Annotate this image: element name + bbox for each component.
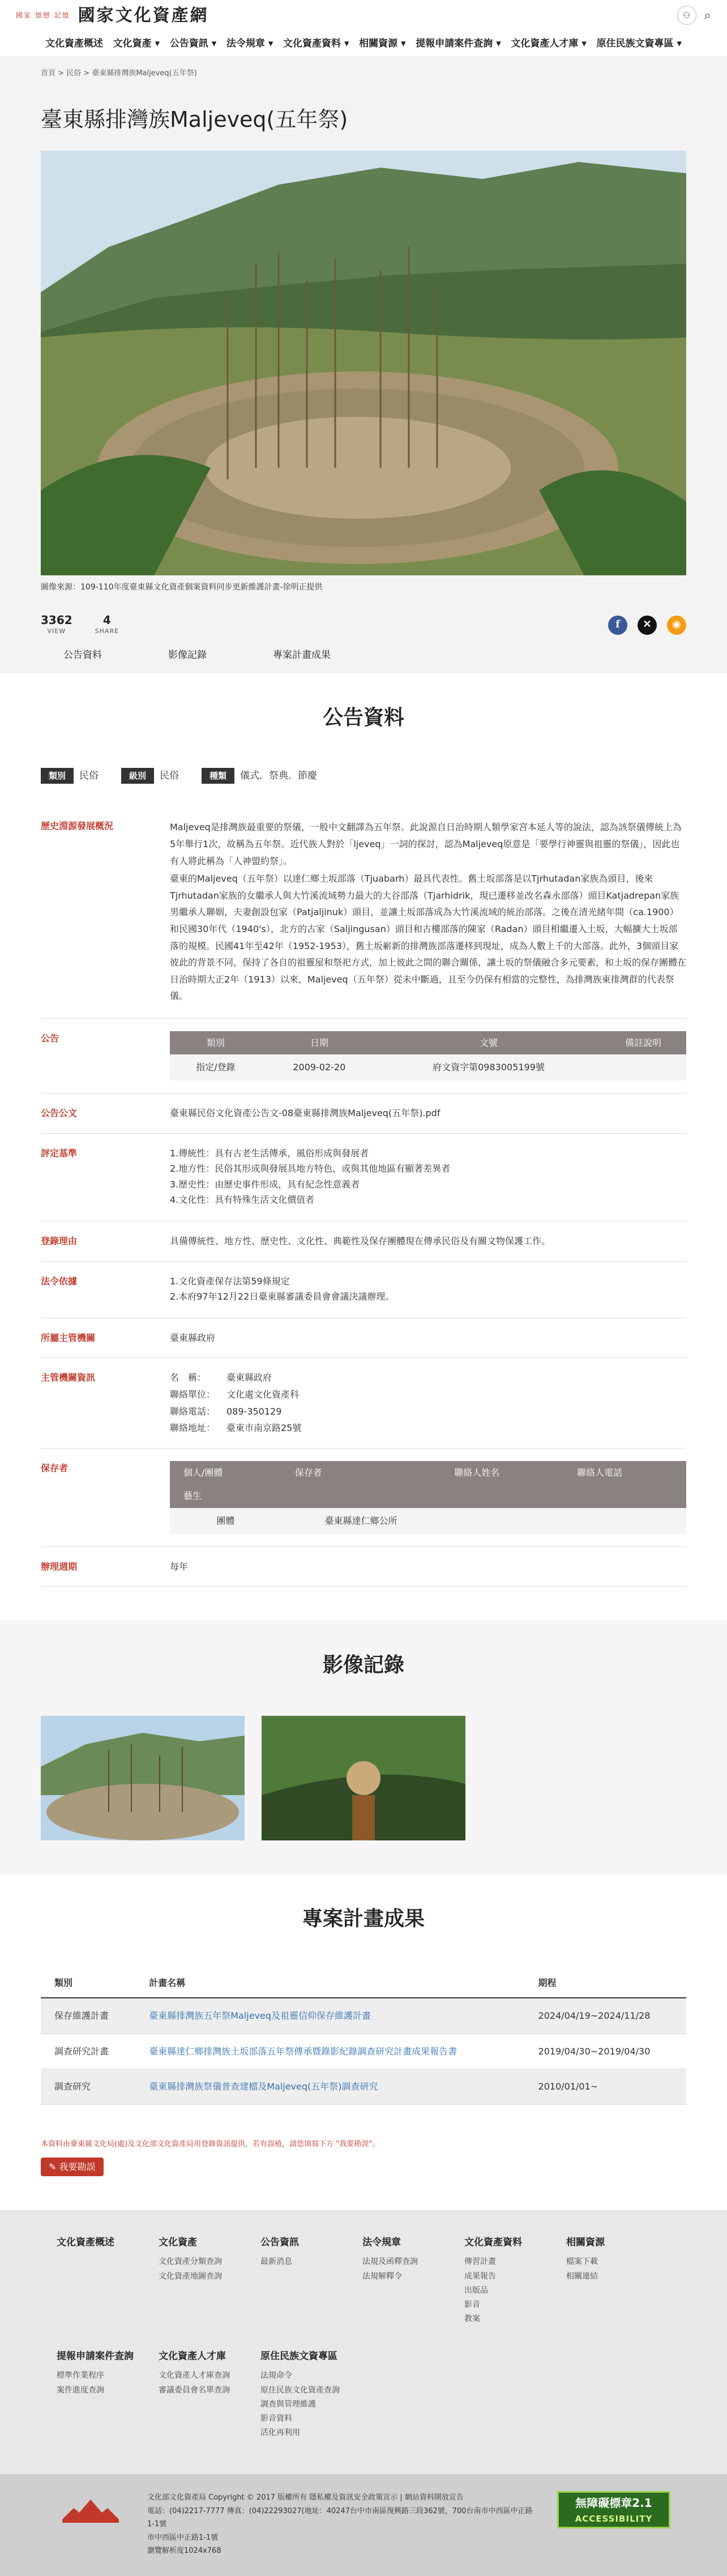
table-row xyxy=(41,2069,686,2105)
table-header: 聯絡人電話 xyxy=(563,1461,686,1485)
view-count xyxy=(41,614,72,636)
table-cell: 保存維護計畫 xyxy=(41,1998,135,2034)
footer-link[interactable]: 影音資料 xyxy=(260,2414,292,2423)
logo-mark xyxy=(16,10,70,21)
announcement-section xyxy=(0,673,727,1621)
keeper-row xyxy=(41,1449,686,1547)
table-cell xyxy=(600,1054,686,1080)
table-row xyxy=(170,1508,686,1534)
search-icon[interactable]: ⌕ xyxy=(704,8,711,23)
authority-row xyxy=(41,1318,686,1359)
tag-value: 民俗 xyxy=(79,770,99,781)
section-title: 專案計畫成果 xyxy=(302,1907,425,1930)
breadcrumb[interactable]: 首頁 > 民俗 > 臺東縣排灣族Maljeveq(五年祭) xyxy=(41,69,197,78)
footer-link[interactable]: 文化資產地圖查詢 xyxy=(159,2271,222,2281)
plan-link[interactable]: 臺東縣排灣族祭儀普查建檔及Maljeveq(五年祭)調查研究 xyxy=(135,2069,524,2105)
footer-heading[interactable]: 原住民族文資專區 xyxy=(260,2351,337,2363)
table-cell: 調查研究計畫 xyxy=(41,2034,135,2069)
footer-link[interactable]: 教案 xyxy=(464,2314,480,2324)
law-item: 2.本府97年12月22日臺東縣審議委員會會議決議辦理。 xyxy=(170,1291,395,1302)
hero-image xyxy=(41,151,686,575)
history-row xyxy=(41,806,686,1019)
table-header: 計畫名稱 xyxy=(135,1969,524,1998)
footer-contact: 電話：(04)2217-7777 傳真：(04)22293027(地址：40247台中市南區復興路三段362號，700台南市中西區中正路1-1號 xyxy=(147,2506,533,2529)
share-count xyxy=(95,614,119,636)
sitemap-icon[interactable]: ⚇ xyxy=(677,6,696,25)
footer-column xyxy=(362,2235,464,2326)
tag-key: 類別 xyxy=(41,768,74,784)
row-label: 法令依據 xyxy=(41,1275,78,1287)
a11y-subtitle: ACCESSIBILITY xyxy=(575,2514,653,2524)
footer-column xyxy=(260,2349,362,2440)
criteria-row xyxy=(41,1134,686,1221)
cycle-row xyxy=(41,1547,686,1587)
table-header: 文號 xyxy=(377,1031,600,1055)
row-label: 辦理週期 xyxy=(41,1561,78,1572)
table-header: 保存者 xyxy=(281,1461,441,1485)
info-value: 臺東市南京路25號 xyxy=(226,1422,302,1434)
footer-copyright: 文化部文化資產局 Copyright © 2017 版權所有 隱私權及資訊安全政策宣示 | 網站資料開放宣告 xyxy=(147,2493,464,2502)
table-cell: 府文資字第0983005199號 xyxy=(377,1054,600,1080)
footer-link[interactable]: 檔案下載 xyxy=(566,2257,598,2267)
footer-link[interactable]: 成果報告 xyxy=(464,2271,496,2281)
table-cell xyxy=(563,1508,686,1534)
share-count-label: SHARE xyxy=(95,627,119,635)
row-label: 公告 xyxy=(41,1032,59,1044)
table-header: 類別 xyxy=(41,1969,135,1998)
table-header: 類別 xyxy=(170,1031,262,1055)
category-tag xyxy=(41,768,99,784)
footer-column xyxy=(159,2235,260,2326)
table-cell: 指定/登錄 xyxy=(170,1054,262,1080)
rss-icon[interactable]: ◉ xyxy=(667,616,686,635)
table-header: 個人/團體 xyxy=(170,1461,281,1485)
footer-column xyxy=(159,2349,260,2440)
table-header: 聯絡人姓名 xyxy=(441,1461,563,1485)
footer-link[interactable]: 原住民族文化資產查詢 xyxy=(260,2385,340,2395)
footer-link[interactable]: 文化資產人才庫查詢 xyxy=(159,2371,230,2381)
images-section xyxy=(0,1621,727,1874)
table-cell: 2009-02-20 xyxy=(262,1054,377,1080)
row-label: 所屬主管機關 xyxy=(41,1332,96,1343)
footer-logo xyxy=(57,2491,125,2531)
table-cell: 臺東縣達仁鄉公所 xyxy=(281,1508,441,1534)
footer-link[interactable]: 相關連結 xyxy=(566,2271,598,2281)
reason-row xyxy=(41,1221,686,1262)
nav-item-data[interactable]: 文化資產資料 ▾ xyxy=(283,37,349,49)
level-tag xyxy=(121,768,179,784)
page-title: 臺東縣排灣族Maljeveq(五年祭) xyxy=(41,106,348,132)
footer-link[interactable]: 法規命令 xyxy=(260,2371,292,2381)
photo-thumbnail[interactable] xyxy=(262,1716,465,1840)
row-label: 公告公文 xyxy=(41,1108,78,1119)
nav-item-indigenous[interactable]: 原住民族文資專區 ▾ xyxy=(596,37,682,49)
footer-bottom xyxy=(0,2474,727,2576)
tag-key: 種類 xyxy=(202,768,234,784)
section-title: 影像記錄 xyxy=(322,1654,404,1677)
nav-item-overview[interactable]: 文化資產概述 xyxy=(45,37,103,49)
info-key: 聯絡單位： xyxy=(170,1389,216,1400)
footer-column xyxy=(566,2235,668,2326)
criteria-item: 3.歷史性：由歷史事件形成，具有紀念性意義者 xyxy=(170,1178,360,1190)
view-count-number: 3362 xyxy=(41,613,72,627)
nav-item-talent[interactable]: 文化資產人才庫 ▾ xyxy=(511,37,587,49)
main-nav xyxy=(0,32,727,57)
footer-link[interactable]: 傳習計畫 xyxy=(464,2257,496,2267)
table-cell: 2024/04/19~2024/11/28 xyxy=(525,1998,686,2034)
authority-info-row xyxy=(41,1358,686,1448)
reason-text: 具備傳統性、地方性、歷史性、文化性、典範性及保存團體現在傳承民俗及有關文物保護工作。 xyxy=(170,1236,551,1247)
row-label: 登錄理由 xyxy=(41,1236,78,1247)
facebook-icon[interactable]: f xyxy=(608,616,627,635)
table-row xyxy=(41,1998,686,2034)
criteria-item: 4.文化性：具有特殊生活文化價值者 xyxy=(170,1194,315,1206)
footer-column xyxy=(57,2235,159,2326)
table-row xyxy=(170,1054,686,1080)
tab-plans[interactable]: 專案計畫成果 xyxy=(273,649,331,661)
footer-link[interactable]: 調查與管理維護 xyxy=(260,2399,316,2409)
footer-link[interactable]: 審議委員會名單查詢 xyxy=(159,2385,230,2395)
table-header: 日期 xyxy=(262,1031,377,1055)
table-header: 藝生 xyxy=(170,1484,686,1508)
tab-announcements[interactable]: 公告資料 xyxy=(63,649,102,661)
info-key: 名 稱： xyxy=(170,1372,207,1383)
notice-table xyxy=(170,1031,686,1080)
table-header: 備註說明 xyxy=(600,1031,686,1055)
footer-heading[interactable]: 文化資產資料 xyxy=(464,2237,522,2249)
top-bar xyxy=(0,0,727,32)
nav-item-heritage[interactable]: 文化資產 ▾ xyxy=(113,37,160,49)
footer-heading[interactable]: 相關資源 xyxy=(566,2237,605,2249)
tab-images[interactable]: 影像記錄 xyxy=(168,649,207,661)
report-error-button[interactable]: ✎ 我要勘誤 xyxy=(41,2158,104,2177)
photo-thumbnail[interactable] xyxy=(41,1716,245,1840)
criteria-item: 2.地方性：民俗其形成與發展具地方特色，或與其他地區有顯著差異者 xyxy=(170,1163,451,1174)
table-row xyxy=(41,2034,686,2069)
accessibility-badge[interactable] xyxy=(557,2491,670,2528)
authority-text: 臺東縣政府 xyxy=(170,1332,216,1343)
plan-link[interactable]: 臺東縣排灣族五年祭Maljeveq及祖靈信仰保存維護計畫 xyxy=(135,1998,524,2034)
nav-item-announcements[interactable]: 公告資訊 ▾ xyxy=(169,37,217,49)
footer-column xyxy=(57,2349,159,2440)
site-title[interactable]: 國家文化資產網 xyxy=(78,6,209,25)
footer-heading[interactable]: 文化資產人才庫 xyxy=(159,2351,226,2363)
footer-link[interactable]: 出版品 xyxy=(464,2285,488,2295)
table-cell xyxy=(441,1508,563,1534)
cycle-text: 每年 xyxy=(170,1561,189,1572)
footer-link[interactable]: 標準作業程序 xyxy=(57,2371,104,2381)
x-icon[interactable]: ✕ xyxy=(638,616,657,635)
type-tag xyxy=(202,768,317,784)
row-label: 評定基準 xyxy=(41,1147,78,1159)
footer-heading[interactable]: 文化資產 xyxy=(159,2237,197,2249)
footer-column xyxy=(260,2235,362,2326)
info-key: 聯絡地址： xyxy=(170,1422,216,1434)
plans-section xyxy=(0,1874,727,2210)
table-header: 期程 xyxy=(525,1969,686,1998)
info-key: 聯絡電話： xyxy=(170,1406,216,1417)
report-error-label: 我要勘誤 xyxy=(59,2161,96,2172)
logo-tagline: 國家 憶戀 記憶 xyxy=(16,11,70,20)
plan-link[interactable]: 臺東縣達仁鄉排灣族土坂部落五年祭傳承暨錄影紀錄調查研究計畫成果報告書 xyxy=(135,2034,524,2069)
nav-item-resources[interactable]: 相關資源 ▾ xyxy=(359,37,406,49)
info-value: 089-350129 xyxy=(226,1406,282,1417)
table-cell: 2019/04/30~2019/04/30 xyxy=(525,2034,686,2069)
footer-link[interactable]: 法規及函釋查詢 xyxy=(362,2257,418,2267)
footer-column xyxy=(464,2235,566,2326)
nav-item-regulations[interactable]: 法令規章 ▾ xyxy=(226,37,273,49)
tag-value: 民俗 xyxy=(160,770,179,781)
law-item: 1.文化資產保存法第59條規定 xyxy=(170,1275,290,1287)
law-row xyxy=(41,1262,686,1318)
correction-notice: 本資料由臺東縣文化局(處)及文化部文化資產局用登錄資訊提供，若有誤植，請您填寫下方 "我要勘誤"。 xyxy=(41,2139,380,2148)
share-count-number: 4 xyxy=(102,613,111,627)
footer-heading[interactable]: 公告資訊 xyxy=(260,2237,299,2249)
image-caption: 圖像來源：109-110年度臺東縣文化資產個案資料同步更新維護計畫-徐明正提供 xyxy=(41,582,323,592)
nav-item-applications[interactable]: 提報申請案件查詢 ▾ xyxy=(416,37,501,49)
footer-heading[interactable]: 文化資產概述 xyxy=(57,2237,114,2249)
footer-link[interactable]: 活化再利用 xyxy=(260,2428,300,2438)
footer-link[interactable]: 案件進度查詢 xyxy=(57,2385,104,2395)
info-value: 臺東縣政府 xyxy=(226,1372,272,1383)
footer-links xyxy=(0,2210,727,2474)
section-title: 公告資料 xyxy=(322,706,404,729)
plans-table xyxy=(41,1969,686,2104)
footer-heading[interactable]: 提報申請案件查詢 xyxy=(57,2351,134,2363)
tag-value: 儀式．祭典．節慶 xyxy=(240,770,318,781)
info-value: 文化處文化資產科 xyxy=(226,1389,300,1400)
document-link[interactable]: 臺東縣民俗文化資產公告文-08臺東縣排灣族Maljeveq(五年祭).pdf xyxy=(170,1108,441,1119)
row-label: 保存者 xyxy=(41,1462,69,1473)
notice-row xyxy=(41,1019,686,1093)
footer-resolution: 瀏覽解析度1024x768 xyxy=(147,2546,221,2555)
history-paragraph: 臺東的Maljeveq（五年祭）以達仁鄉土坂部落（Tjuabarh）最具代表性。舊土坂部落是以Tjrhutadan家族為頭目，後來Tjrhutadan家族的女繼承人與大竹溪流域勢力最大的大谷部落（Tjarhidrik，現已遷移並改名森永部落）頭目Katjadrepan家族男繼承人聯姻，夫妻創設包家（Patjaljinuk）頭目，並讓土坂部落成為大竹溪流域的統治部落。之後在清光緒年間（ca.1900）和民國30年代（1940's），北方的古家（Saljingusan）頭目和古樓部落的陳家（Radan）頭目相繼遷入土坂，大幅擴大土坂部落的規模。民國41年至42年（1952-1953），舊土坂嶄新的排灣族部落遷移到現址，成為人數上千的大部落。此外，3個頭目家彼此的背景不同，保持了各自的祖靈屋和祭祀方式，加上彼此之間的聯合關係，讓土坂的祭儀融合多元要素，和土坂的保存團體在日治時期大正2年（1913）以來，Maljeveq（五年祭）從未中斷過，且至今仍保有相當的完整性，為排灣族東排灣群的代表祭儀。 xyxy=(170,873,687,1002)
footer-address: 市中西區中正路1-1號 xyxy=(147,2533,219,2542)
footer-link[interactable]: 文化資產分類查詢 xyxy=(159,2257,222,2267)
footer-link[interactable]: 法規解釋令 xyxy=(362,2271,402,2281)
view-count-label: VIEW xyxy=(47,627,66,635)
row-label: 歷史淵源發展概況 xyxy=(41,821,114,832)
a11y-title: 無障礙標章2.1 xyxy=(575,2496,652,2510)
table-cell: 調查研究 xyxy=(41,2069,135,2105)
document-row xyxy=(41,1093,686,1134)
row-label: 主管機關資訊 xyxy=(41,1372,96,1383)
table-cell: 2010/01/01~ xyxy=(525,2069,686,2105)
tag-key: 級別 xyxy=(121,768,154,784)
footer-link[interactable]: 最新消息 xyxy=(260,2257,292,2267)
keeper-table xyxy=(170,1461,686,1534)
footer-heading[interactable]: 法令規章 xyxy=(362,2237,401,2249)
history-paragraph: Maljeveq是排灣族最重要的祭儀，一般中文翻譯為五年祭。此說源自日治時期人類學家宮本延人等的說法，認為該祭儀傳統上為5年舉行1次，故稱為五年祭。近代族人對於「ljeveq」一詞的探討，認為Maljeveq原意是「要學行神靈與祖靈的祭儀」，因此也有人將此稱為「人神盟約祭」。 xyxy=(170,822,682,866)
footer-link[interactable]: 影音 xyxy=(464,2300,480,2309)
table-cell: 團體 xyxy=(170,1508,281,1534)
site-logo[interactable] xyxy=(16,2,209,29)
criteria-item: 1.傳統性：具有古老生活傳承，風俗形成與發展者 xyxy=(170,1147,369,1159)
